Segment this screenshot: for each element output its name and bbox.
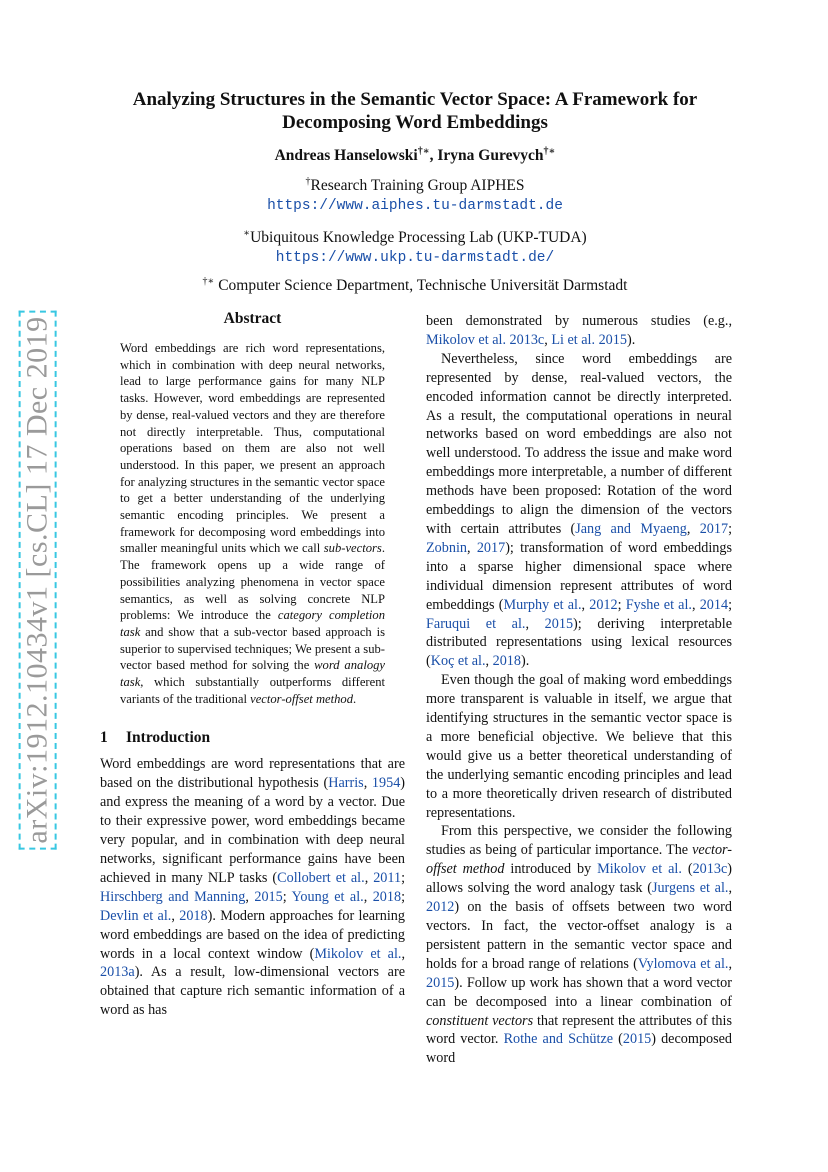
- arxiv-stamp-text: arXiv:1912.10434v1 [cs.CL] 17 Dec 2019: [19, 310, 57, 849]
- intro-paragraph: Word embeddings are word representations that are based on the distributional hypothesis (Harris, 1954) and express the meaning of a word by a vector. Due to their expressive power, word embeddings became very popular, and in combination with deep neural networks, significant performance gains have been achieved in many NLP tasks (Collobert et al., 2011; Hirschberg and Manning, 2015; Young et al., 2018; Devlin et al., 2018). Modern approaches for learning word embeddings are based on the idea of predicting words in a local context window (Mikolov et al., 2013a). As a result, low-dimensional vectors are obtained that capture rich semantic information of a word as has: [100, 756, 406, 1019]
- citation-link[interactable]: 2014: [699, 596, 729, 613]
- citation-link[interactable]: 2015: [622, 1031, 652, 1048]
- paper-title: [100, 88, 730, 134]
- abstract-heading: Abstract: [223, 310, 282, 327]
- paper-header: [100, 88, 730, 296]
- citation-link[interactable]: 2017: [476, 539, 506, 556]
- title-line-1: Analyzing Structures in the Semantic Vector Space: A Framework for: [132, 89, 698, 110]
- affiliation-url[interactable]: https://www.aiphes.tu-darmstadt.de: [267, 198, 563, 214]
- affiliation-name: Research Training Group AIPHES: [310, 177, 525, 194]
- citation-link[interactable]: Collobert et al.: [277, 869, 365, 886]
- affiliation-mark: †: [305, 175, 311, 187]
- citation-link[interactable]: Li et al. 2015: [551, 331, 627, 348]
- section-heading: [100, 729, 405, 747]
- author-mark: †∗: [417, 145, 430, 157]
- citation-link[interactable]: 2012: [426, 899, 455, 916]
- citation-link[interactable]: 2018: [179, 907, 208, 924]
- affiliation-name: Computer Science Department, Technische Universität Darmstadt: [214, 277, 628, 294]
- affiliation-mark: ∗: [243, 227, 251, 239]
- citation-link[interactable]: 2013c: [692, 861, 728, 878]
- title-line-2: Decomposing Word Embeddings: [282, 112, 548, 133]
- citation-link[interactable]: Jurgens et al.: [651, 880, 729, 897]
- arxiv-stamp: [14, 316, 62, 844]
- citation-link[interactable]: Zobnin: [426, 539, 467, 556]
- citation-link[interactable]: 2015: [426, 974, 455, 991]
- citation-link[interactable]: 2012: [589, 596, 618, 613]
- author-name: Andreas Hanselowski: [274, 147, 418, 164]
- author-list: [100, 147, 730, 165]
- affiliation-name: Ubiquitous Knowledge Processing Lab (UKP-TUDA): [250, 229, 587, 246]
- affiliation-url[interactable]: https://www.ukp.tu-darmstadt.de/: [275, 250, 555, 266]
- section-title: Introduction: [126, 729, 211, 747]
- citation-link[interactable]: 2015: [544, 615, 574, 632]
- citation-link[interactable]: Devlin et al.: [100, 907, 172, 924]
- affiliation: [100, 227, 730, 248]
- citation-link[interactable]: Jang and Myaeng: [575, 520, 687, 537]
- body-paragraph: Even though the goal of making word embeddings more transparent is valuable in itself, we argue that identifying structures in the semantic vector space is a more beneficial objective. We believe that this would give us a better theoretical understanding of the underlying semantic encoding principles and lead to a more theoretically driven research of distributed representations.: [426, 672, 732, 821]
- author-name: Iryna Gurevych: [437, 147, 544, 164]
- citation-link[interactable]: 2018: [492, 653, 521, 670]
- affiliation: [100, 175, 730, 196]
- citation-link[interactable]: 2015: [254, 888, 283, 905]
- citation-link[interactable]: Mikolov et al.: [314, 945, 402, 962]
- citation-link[interactable]: 2017: [699, 520, 729, 537]
- citation-link[interactable]: Koç et al.: [430, 653, 486, 670]
- section-number: 1: [100, 729, 108, 747]
- body-paragraph: Nevertheless, since word embeddings are represented by dense, real-valued vectors, the encoded information cannot be directly interpreted. As a result, the computational operations in neural networks based on word embeddings are also not well understood. To address the issue and make word embeddings more interpretable, a number of different methods have been proposed: Rotation of the word embeddings to align the dimension of the vectors with certain attributes (Jang and Myaeng, 2017; Zobnin, 2017); transformation of word embeddings into a sparse higher dimensional space where individual dimension represent attributes of word embeddings (Murphy et al., 2012; Fyshe et al., 2014; Faruqui et al., 2015); deriving interpretable distributed representations using lexical resources (Koç et al., 2018).: [426, 350, 733, 670]
- body-paragraph: From this perspective, we consider the following studies as being of particular importance. The vector-offset method introduced by Mikolov et al. (2013c) allows solving the word analogy task (Jurgens et al., 2012) on the basis of offsets between two word vectors. In fact, the vector-offset analogy is a persistent pattern in the semantic vector space and holds for a broad range of relations (Vylomova et al., 2015). Follow up work has shown that a word vector can be decomposed into a linear combination of constituent vectors that represent the attributes of this word vector. Rothe and Schütze (2015) decomposed word: [426, 823, 732, 1067]
- citation-link[interactable]: Mikolov et al.: [597, 861, 682, 878]
- body-paragraph: been demonstrated by numerous studies (e.g., Mikolov et al. 2013c, Li et al. 2015).: [426, 313, 732, 348]
- citation-link[interactable]: 2011: [373, 869, 402, 886]
- affiliation: [100, 275, 730, 296]
- citation-link[interactable]: 2013a: [100, 964, 135, 981]
- citation-link[interactable]: Rothe and Schütze: [503, 1031, 614, 1048]
- citation-link[interactable]: Fyshe et al.: [625, 596, 692, 613]
- citation-link[interactable]: Harris: [328, 775, 364, 792]
- right-column: [426, 312, 732, 1068]
- citation-link[interactable]: Faruqui et al.: [426, 615, 526, 632]
- citation-link[interactable]: Mikolov et al. 2013c: [426, 331, 545, 348]
- citation-link[interactable]: Murphy et al.: [503, 596, 582, 613]
- citation-link[interactable]: Vylomova et al.: [637, 955, 729, 972]
- author-separator: ,: [429, 147, 438, 164]
- citation-link[interactable]: 1954: [371, 775, 401, 792]
- citation-link[interactable]: Hirschberg and Manning: [100, 888, 246, 905]
- citation-link[interactable]: 2018: [372, 888, 402, 905]
- abstract-text: Word embeddings are rich word representations, which in combination with deep neural networks, lead to large performance gains for many NLP tasks. However, word embeddings are represented by dense, real-valued vectors and they are therefore not directly interpretable. Thus, computational operations based on them are also not well understood. In this paper, we present an approach for analyzing structures in the semantic vector space to get a better understanding of the underlying semantic encoding principles. We present a framework for decomposing word embeddings into smaller meaningful units which we call sub-vectors. The framework opens up a wide range of possibilities analyzing phenomena in vector space semantics, as well as solving concrete NLP problems: We introduce the category completion task and show that a sub-vector based approach is superior to supervised techniques; We present a sub-vector based method for solving the word analogy task, which substantially outperforms different variants of the traditional vector-offset method.: [120, 341, 386, 706]
- left-column: [100, 310, 405, 1020]
- affiliation-mark: †∗: [202, 275, 215, 287]
- citation-link[interactable]: Young et al.: [291, 888, 364, 905]
- author-mark: †∗: [543, 145, 556, 157]
